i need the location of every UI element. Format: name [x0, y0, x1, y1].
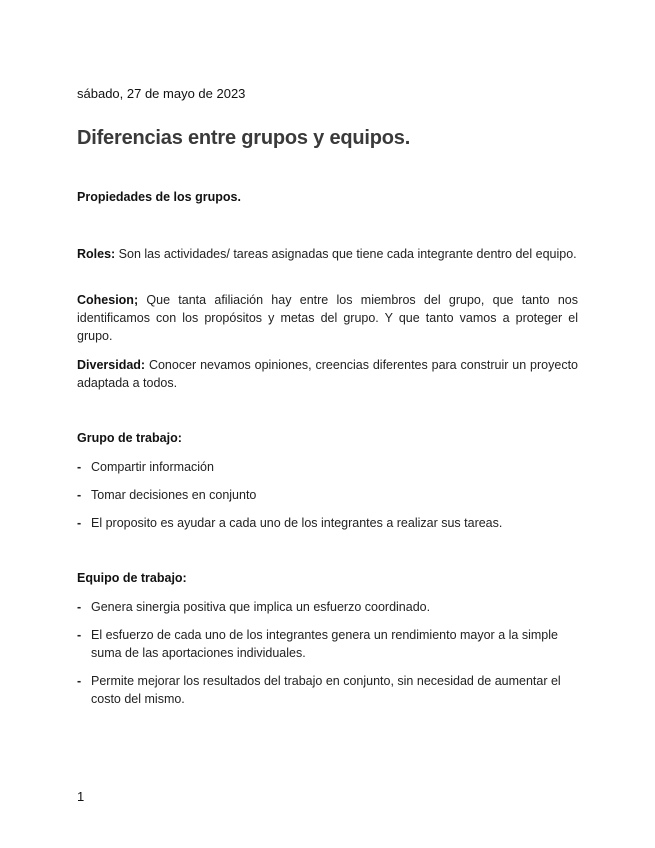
property-text: Que tanta afiliación hay entre los miembros del grupo, que tanto nos identificamos con los propósitos y metas del grupo. Y que tanto vamos a proteger el grupo.: [77, 293, 578, 343]
page-number: 1: [77, 789, 85, 804]
list-item: - Tomar decisiones en conjunto: [77, 488, 257, 502]
properties-heading: Propiedades de los grupos.: [77, 190, 241, 204]
property-roles: [77, 245, 578, 263]
equipo-list: [77, 598, 582, 708]
property-text: Son las actividades/ tareas asignadas que tiene cada integrante dentro del equipo.: [115, 247, 577, 261]
grupo-list: [77, 458, 582, 532]
property-diversidad: [77, 356, 578, 392]
bullet: -: [77, 488, 82, 502]
property-term: Cohesion;: [77, 293, 139, 307]
property-cohesion: [77, 291, 578, 345]
property-text: Conocer nevamos opiniones, creencias diferentes para construir un proyecto adaptada a todos.: [77, 358, 578, 390]
list-item: - Compartir información: [77, 460, 214, 474]
list-item: - Genera sinergia positiva que implica un esfuerzo coordinado.: [77, 600, 431, 614]
list-item: - El proposito es ayudar a cada uno de los integrantes a realizar sus tareas.: [77, 516, 503, 530]
equipo-heading: Equipo de trabajo:: [77, 571, 187, 585]
bullet: -: [77, 600, 82, 614]
bullet: -: [77, 628, 82, 642]
list-item: - Permite mejorar los resultados del trabajo en conjunto, sin necesidad de aumentar el costo del mismo.: [77, 674, 561, 706]
property-term: Diversidad:: [77, 358, 146, 372]
bullet: -: [77, 674, 82, 688]
grupo-heading: Grupo de trabajo:: [77, 431, 182, 445]
bullet: -: [77, 460, 82, 474]
page-title: Diferencias entre grupos y equipos.: [77, 127, 411, 149]
list-item: - El esfuerzo de cada uno de los integrantes genera un rendimiento mayor a la simple suma de las aportaciones individuales.: [77, 628, 558, 660]
document-date: sábado, 27 de mayo de 2023: [77, 86, 246, 101]
bullet: -: [77, 516, 82, 530]
property-term: Roles:: [77, 247, 116, 261]
